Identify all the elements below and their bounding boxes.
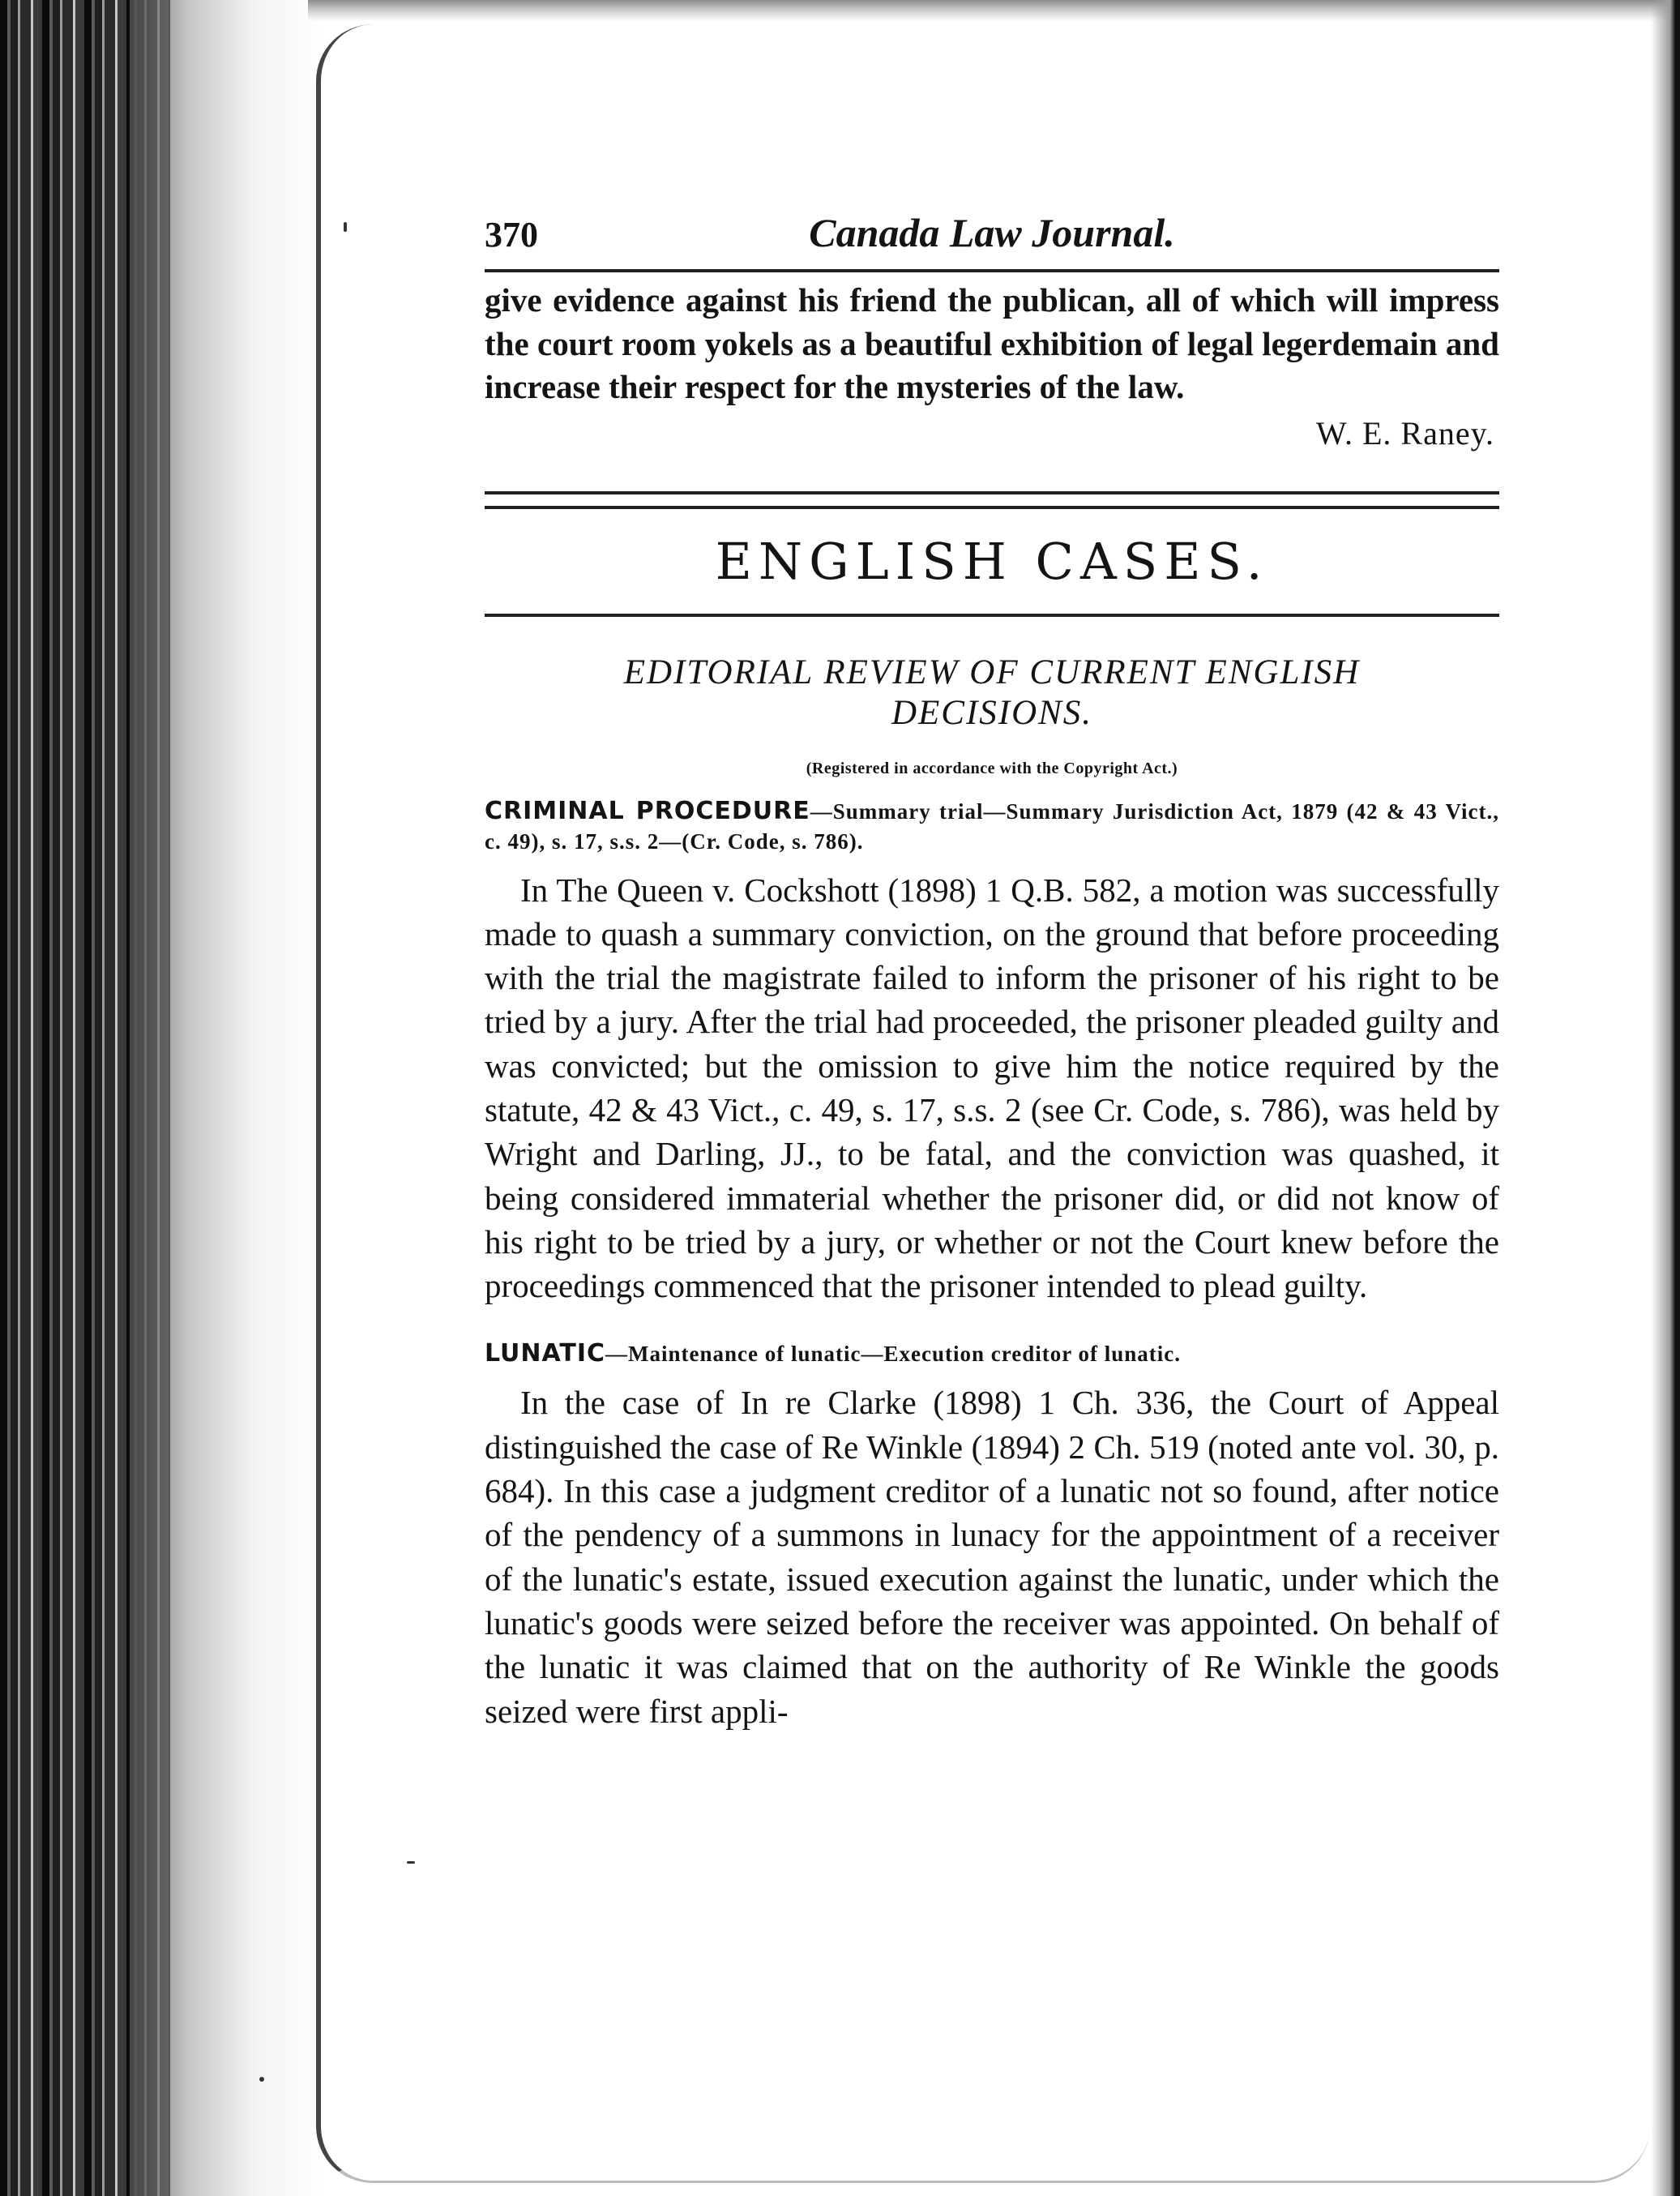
scan-shadow (130, 0, 324, 2196)
review-subtitle: EDITORIAL REVIEW OF CURRENT ENGLISH DECISIONS. (623, 653, 1361, 732)
intro-paragraph: give evidence against his friend the publican, all of which will impress the court room yokels as a beautiful exhibition of legal legerdemain and increase their respect for the mysteries of the law. (485, 281, 1499, 405)
case-heading-rest: —Summary trial—Summary Jurisdiction Act, 1879 (42 & 43 Vict., c. 49), s. 17, s.s. 2—(Cr. Code, s. 786). (485, 798, 1499, 854)
section-double-rule (485, 491, 1499, 509)
case-body: In the case of In re Clarke (1898) 1 Ch. 336, the Court of Appeal distinguished the case of Re Winkle (1894) 2 Ch. 519 (noted ante vol. 30, p. 684). In this case a judgment creditor of a lunatic not so found, after notice of the pendency of a summons in lunacy for the appointment of a receiver of the lunatic's estate, issued execution against the lunatic, under which the lunatic's goods were seized before the receiver was appointed. On behalf of the lunatic it was claimed that on the authority of Re Winkle the goods seized were first appli- (485, 1384, 1499, 1730)
journal-title: Canada Law Journal. (809, 210, 1175, 255)
case-heading-rest: —Maintenance of lunatic—Execution creditor of lunatic. (605, 1342, 1181, 1367)
stray-mark (344, 222, 347, 232)
scan-right-edge (1651, 0, 1680, 2196)
page-number: 370 (485, 215, 538, 255)
copyright-note: (Registered in accordance with the Copyright Act.) (806, 759, 1178, 777)
scan-top-edge (308, 0, 1680, 21)
page-content (485, 209, 1499, 1733)
case-body: In The Queen v. Cockshott (1898) 1 Q.B. 582, a motion was successfully made to quash a summary conviction, on the ground that before proceeding with the trial the magistrate failed to inform the prisoner of his right to be tried by a jury. After the trial had proceeded, the prisoner pleaded guilty and was convicted; but the omission to give him the notice required by the statute, 42 & 43 Vict., c. 49, s. 17, s.s. 2 (see Cr. Code, s. 786), was held by Wright and Darling, JJ., to be fatal, and the conviction was quashed, it being considered immaterial whether the prisoner did, or did not know of his right to be tried by a jury, or whether or not the Court knew before the proceedings commenced that the prisoner intended to plead guilty. (485, 871, 1499, 1305)
case-heading (485, 1338, 1499, 1369)
case-heading (485, 796, 1499, 857)
author-signature: W. E. Raney. (1315, 414, 1494, 452)
section-title: ENGLISH CASES. (715, 531, 1269, 591)
stray-mark (407, 1861, 415, 1864)
case-topic: LUNATIC (485, 1339, 606, 1368)
stray-mark (259, 2077, 264, 2082)
header-rule (485, 269, 1499, 272)
running-head (485, 209, 1499, 259)
section-rule (485, 614, 1499, 617)
case-topic: CRIMINAL PROCEDURE (485, 796, 810, 825)
